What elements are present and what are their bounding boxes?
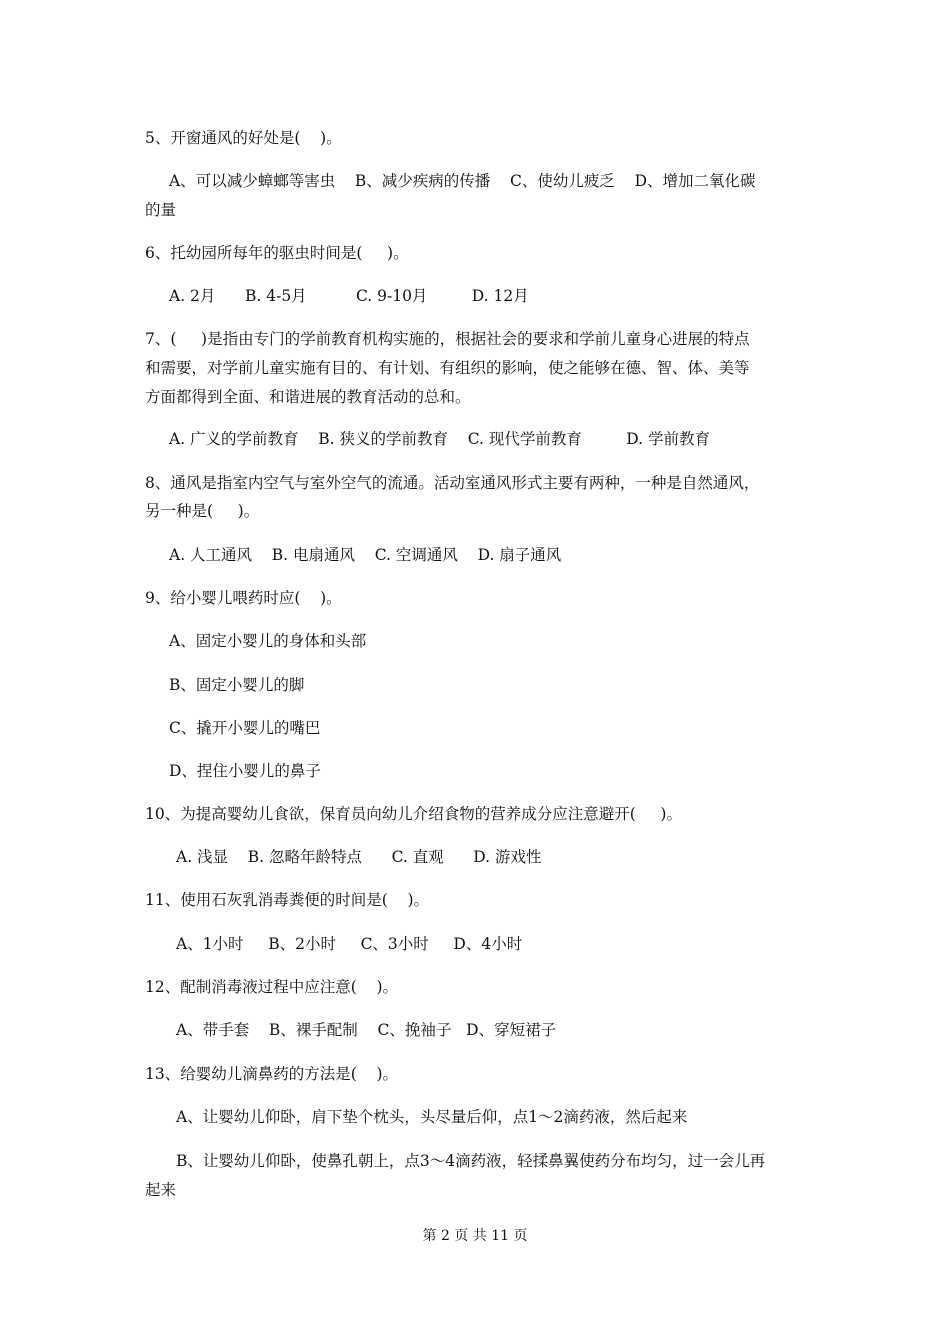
question-5-options: A、可以减少蟑螂等害虫 B、减少疾病的传播 C、使幼儿疲乏 D、增加二氧化碳 [169, 172, 756, 190]
question-5-options-continued: 的量 [145, 201, 177, 219]
question-8-stem-line-1: 8、通风是指室内空气与室外空气的流通。活动室通风形式主要有两种，一种是自然通风， [145, 474, 760, 492]
question-10-options: A. 浅显 B. 忽略年龄特点 C. 直观 D. 游戏性 [176, 848, 542, 866]
page-number-footer: 第 2 页 共 11 页 [422, 1228, 528, 1244]
question-12-options: A、带手套 B、裸手配制 C、挽袖子 D、穿短裙子 [176, 1021, 557, 1039]
question-11-options: A、1小时 B、2小时 C、3小时 D、4小时 [176, 935, 523, 953]
question-6-stem: 6、托幼园所每年的驱虫时间是( )。 [145, 244, 409, 262]
question-7-stem-line-2: 和需要，对学前儿童实施有目的、有计划、有组织的影响，使之能够在德、智、体、美等 [145, 359, 750, 377]
question-9-option-a: A、固定小婴儿的身体和头部 [169, 632, 367, 650]
question-13-option-a: A、让婴幼儿仰卧，肩下垫个枕头，头尽量后仰，点1～2滴药液，然后起来 [176, 1108, 688, 1126]
question-9-option-c: C、撬开小婴儿的嘴巴 [169, 719, 321, 737]
question-7-stem-line-1: 7、( )是指由专门的学前教育机构实施的，根据社会的要求和学前儿童身心进展的特点 [145, 330, 750, 348]
question-7-stem-line-3: 方面都得到全面、和谐进展的教育活动的总和。 [145, 388, 471, 406]
question-5-stem: 5、开窗通风的好处是( )。 [145, 129, 342, 147]
question-12-stem: 12、配制消毒液过程中应注意( )。 [145, 978, 399, 996]
question-13-option-b: B、让婴幼儿仰卧，使鼻孔朝上，点3～4滴药液，轻揉鼻翼使药分布均匀，过一会儿再 [176, 1152, 766, 1170]
question-9-option-b: B、固定小婴儿的脚 [169, 676, 305, 694]
question-8-options: A. 人工通风 B. 电扇通风 C. 空调通风 D. 扇子通风 [169, 546, 562, 564]
question-13-stem: 13、给婴幼儿滴鼻药的方法是( )。 [145, 1065, 399, 1083]
question-13-option-b-continued: 起来 [145, 1181, 177, 1199]
question-9-stem: 9、给小婴儿喂药时应( )。 [145, 589, 342, 607]
question-11-stem: 11、使用石灰乳消毒粪便的时间是( )。 [145, 891, 430, 909]
question-10-stem: 10、为提高婴幼儿食欲，保育员向幼儿介绍食物的营养成分应注意避开( )。 [145, 805, 682, 823]
question-9-option-d: D、捏住小婴儿的鼻子 [169, 762, 321, 780]
question-8-stem-line-2: 另一种是( )。 [145, 502, 260, 520]
question-6-options: A. 2月 B. 4-5月 C. 9-10月 D. 12月 [169, 287, 529, 305]
question-7-options: A. 广义的学前教育 B. 狭义的学前教育 C. 现代学前教育 D. 学前教育 [169, 430, 710, 448]
